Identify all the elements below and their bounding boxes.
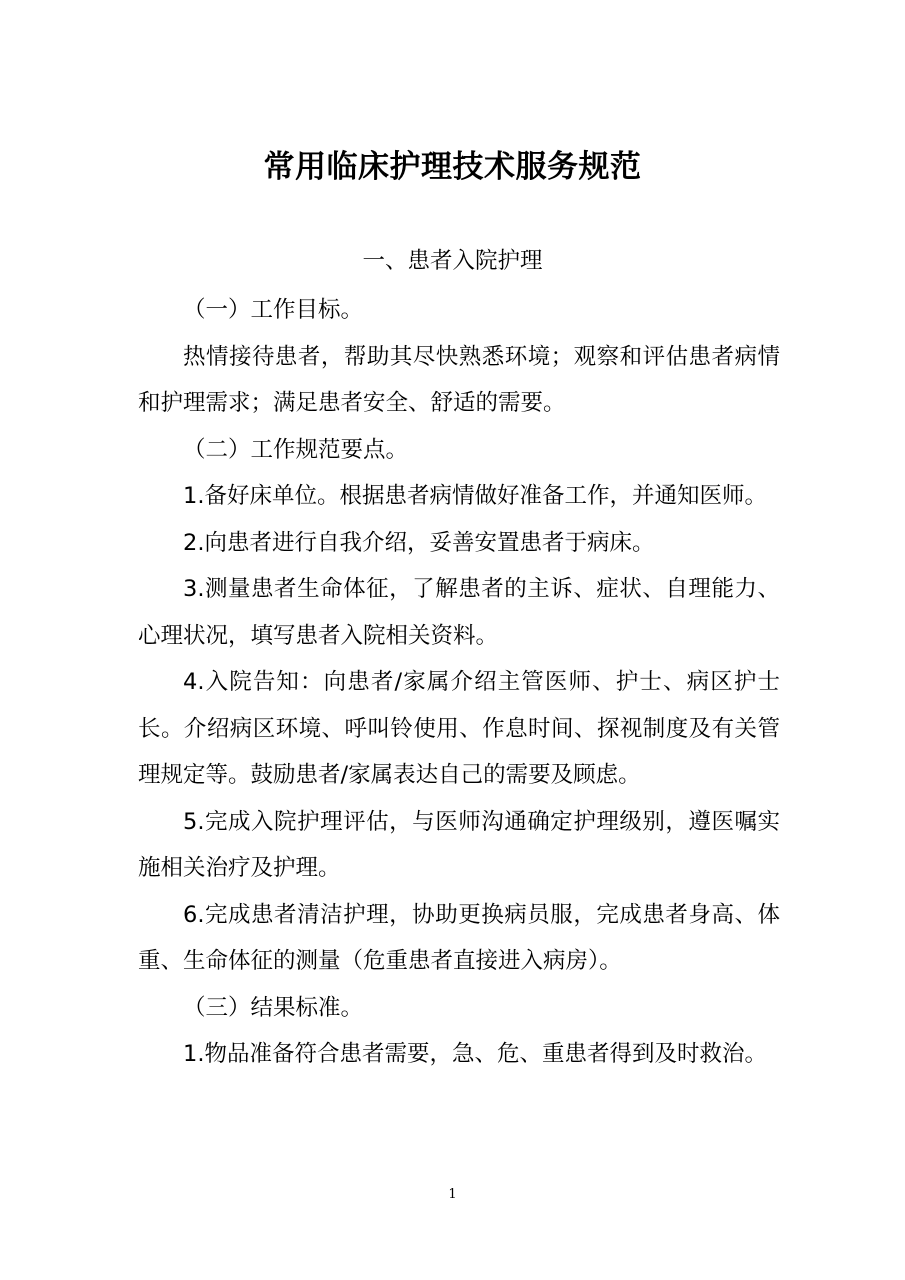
document-body bbox=[138, 287, 780, 1078]
subsection-heading-work-points: （二）工作规范要点。 bbox=[183, 436, 409, 463]
paragraph-work-goal: 热情接待患者，帮助其尽快熟悉环境；观察和评估患者病情和护理需求；满足患者安全、舒适的需要。 bbox=[138, 343, 780, 416]
list-item-3: 3.测量患者生命体征，了解患者的主诉、症状、自理能力、心理状况，填写患者入院相关资料。 bbox=[138, 576, 780, 649]
subsection-heading-work-goal: （一）工作目标。 bbox=[183, 297, 364, 323]
list-item-1: 1.备好床单位。根据患者病情做好准备工作，并通知医师。 bbox=[183, 483, 767, 509]
page-number: 1 bbox=[448, 1187, 457, 1202]
list-item-4: 4.入院告知：向患者/家属介绍主管医师、护士、病区护士长。介绍病区环境、呼叫铃使用、作息时间、探视制度及有关管理规定等。鼓励患者/家属表达自己的需要及顾虑。 bbox=[138, 669, 780, 788]
document-title: 常用临床护理技术服务规范 bbox=[263, 149, 642, 185]
list-item-5: 5.完成入院护理评估，与医师沟通确定护理级别，遵医嘱实施相关治疗及护理。 bbox=[138, 808, 780, 881]
subsection-heading-result-standard: （三）结果标准。 bbox=[183, 994, 364, 1021]
section-heading: 一、患者入院护理 bbox=[362, 248, 543, 274]
list-item-2: 2.向患者进行自我介绍，妥善安置患者于病床。 bbox=[183, 529, 655, 556]
list-item-6: 6.完成患者清洁护理，协助更换病员服，完成患者身高、体重、生命体征的测量（危重患者直接进入病房）。 bbox=[138, 901, 780, 974]
result-item-1: 1.物品准备符合患者需要，急、危、重患者得到及时救治。 bbox=[183, 1041, 767, 1067]
